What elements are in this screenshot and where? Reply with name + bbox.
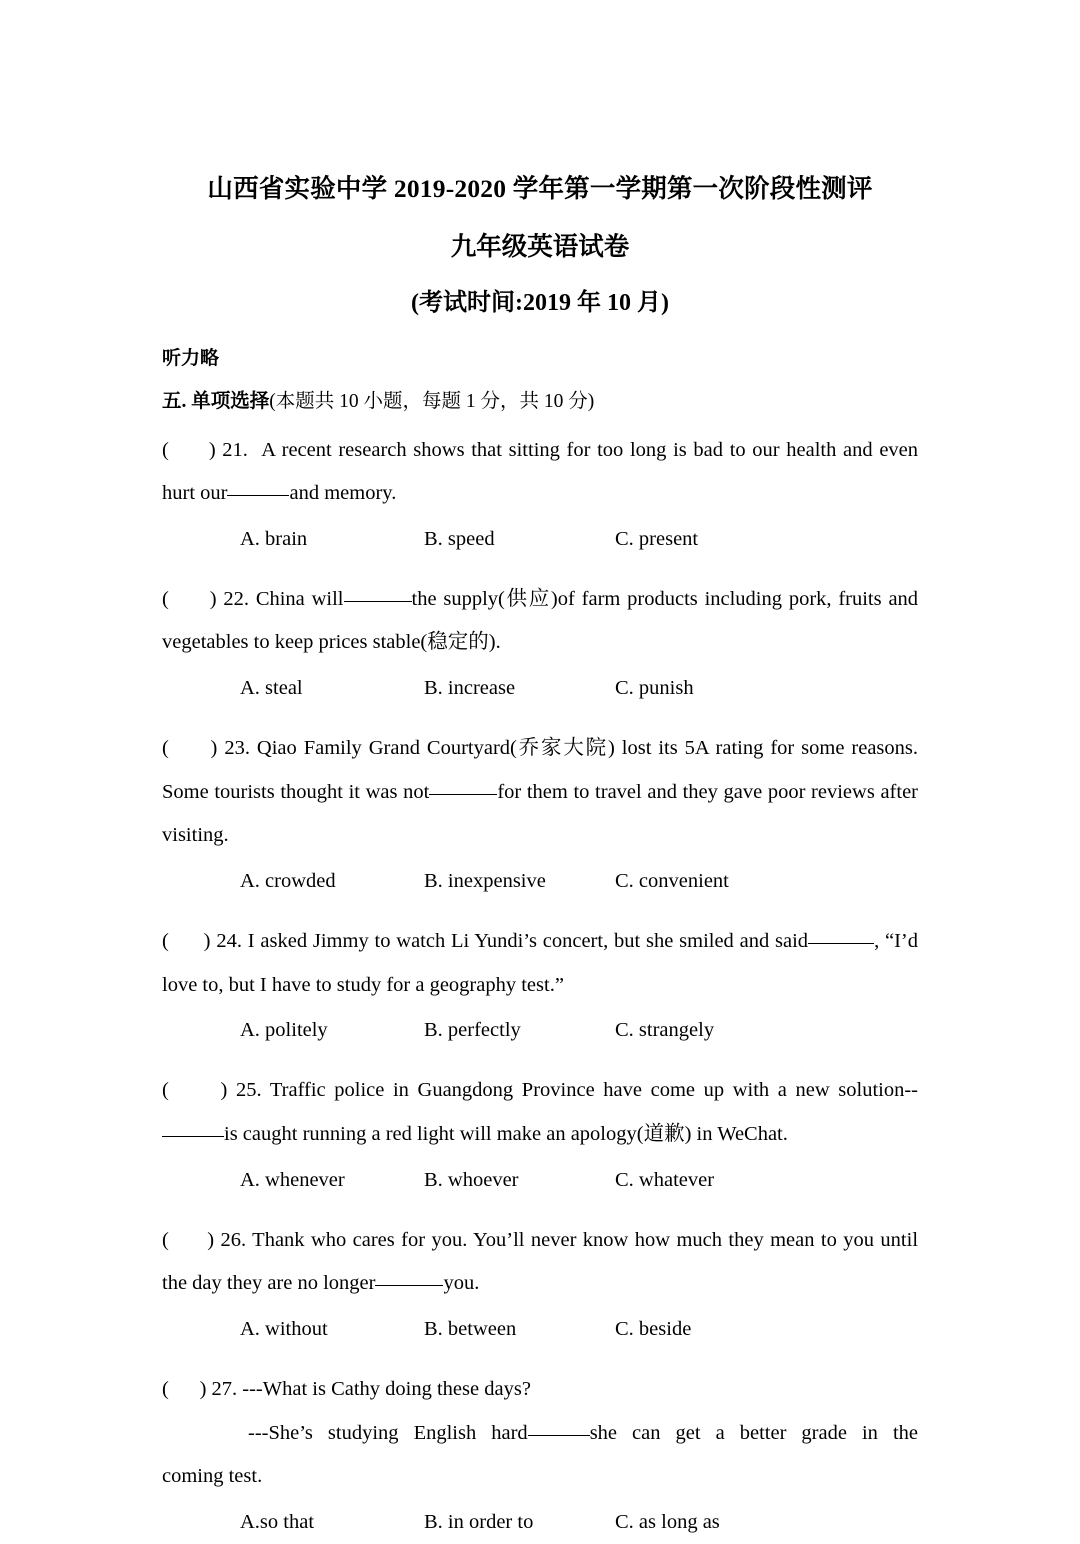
question-25-stem [162, 1069, 918, 1156]
question-24-option-a[interactable]: A. politely [240, 1019, 328, 1042]
question-27-stem-line2 [162, 1412, 918, 1456]
question-22-text-part1: China will [255, 587, 344, 610]
question-26-options [162, 1308, 918, 1351]
question-22-text-part2: the supply(供应)of farm products including pork, fruits [411, 587, 882, 610]
question-26-stem [162, 1219, 918, 1306]
question-24-option-c[interactable]: C. strangely [615, 1019, 715, 1042]
question-27-blank[interactable] [528, 1435, 590, 1436]
question-25 [162, 1069, 918, 1201]
question-27-text-part1: ---What is Cathy doing these days? [242, 1378, 531, 1401]
page-title: 山西省实验中学 2019-2020 学年第一学期第一次阶段性测评 [207, 174, 873, 203]
question-22-marker[interactable]: ( ) 22. [162, 587, 249, 610]
question-25-blank[interactable] [162, 1136, 224, 1137]
question-25-option-a[interactable]: A. whenever [240, 1168, 345, 1191]
question-24-text-part3: “I’d love to, but I have to study for a geography test.” [162, 930, 919, 996]
question-23-stem [162, 727, 918, 858]
question-22-stem [162, 578, 918, 665]
question-24 [162, 920, 918, 1052]
question-21-option-b[interactable]: B. speed [424, 527, 495, 550]
question-22 [162, 578, 918, 710]
question-26-blank[interactable] [375, 1285, 443, 1286]
question-23-blank[interactable] [429, 794, 497, 795]
question-26-text-part3: you. [443, 1272, 480, 1295]
question-23-text-part3: for them to travel and they gave poor reviews [497, 780, 875, 803]
question-22-text-part3: and vegetables to keep prices stable(稳定的). [162, 587, 919, 654]
question-21-text-part3: and memory. [289, 482, 397, 505]
question-27-text-part4: coming test. [162, 1465, 263, 1488]
question-21-text-part2: even hurt our [162, 438, 919, 505]
section-heading-detail: (本题共 10 小题，每题 1 分，共 10 分) [269, 391, 595, 412]
question-27-option-a[interactable]: A.so that [240, 1511, 315, 1533]
question-22-option-b[interactable]: B. increase [424, 677, 516, 700]
question-24-text-part1: I asked Jimmy to watch Li Yundi’s concert, but she smiled and said [247, 930, 809, 953]
question-27 [162, 1368, 918, 1544]
question-27-stem-line1 [162, 1368, 918, 1412]
question-24-option-b[interactable]: B. perfectly [424, 1019, 521, 1042]
question-23-option-c[interactable]: C. convenient [615, 870, 729, 893]
question-22-option-c[interactable]: C. punish [615, 677, 694, 700]
section-heading-label: 五. 单项选择 [162, 391, 270, 412]
question-23 [162, 727, 918, 903]
question-24-stem [162, 920, 918, 1007]
question-26-option-a[interactable]: A. without [240, 1318, 328, 1341]
question-25-option-c[interactable]: C. whatever [615, 1168, 715, 1191]
question-23-text-part4: after visiting. [162, 780, 918, 847]
question-27-text-part2: ---She’s studying English hard [248, 1421, 528, 1444]
question-25-options [162, 1159, 918, 1202]
question-21-options [162, 518, 918, 561]
question-27-option-c[interactable]: C. as long as [615, 1511, 720, 1533]
question-27-marker[interactable]: ( ) 27. [162, 1378, 238, 1401]
question-26-option-c[interactable]: C. beside [615, 1318, 692, 1341]
question-23-text-part2: Some tourists thought it was not [162, 780, 430, 803]
question-22-option-a[interactable]: A. steal [240, 677, 303, 700]
page-content [162, 0, 918, 1544]
listening-section-note: 听力略 [162, 348, 220, 369]
question-25-text-part2: is caught running a red light will make an apology(道歉) in WeChat. [224, 1123, 788, 1146]
question-24-marker[interactable]: ( ) 24. [162, 930, 242, 953]
question-24-options [162, 1009, 918, 1052]
question-21-option-a[interactable]: A. brain [240, 527, 308, 550]
question-26-marker[interactable]: ( ) 26. [162, 1228, 247, 1251]
question-23-text-part1: Qiao Family Grand Courtyard(乔家大院) lost its 5A rating for some reasons. [256, 737, 919, 760]
question-23-options [162, 860, 918, 903]
question-25-option-b[interactable]: B. whoever [424, 1168, 519, 1191]
section-heading [162, 392, 918, 412]
question-27-stem-line3 [162, 1455, 918, 1499]
question-23-option-a[interactable]: A. crowded [240, 870, 336, 893]
question-21-stem [162, 429, 918, 516]
question-26-option-b[interactable]: B. between [424, 1318, 517, 1341]
question-21-blank[interactable] [227, 495, 289, 496]
page-subtitle: 九年级英语试卷 [450, 231, 630, 261]
question-21-marker[interactable]: ( ) 21. [162, 438, 248, 461]
exam-time-line: (考试时间:2019 年 10 月) [411, 290, 669, 316]
question-21-text-part1: A recent research shows that sitting for too long is bad to our health and [261, 438, 873, 461]
question-21-option-c[interactable]: C. present [615, 527, 699, 550]
title-block [162, 0, 918, 315]
question-24-blank[interactable] [808, 943, 874, 944]
question-27-options [162, 1501, 918, 1544]
question-27-text-part3: she can get a better grade in the [589, 1421, 918, 1444]
question-25-marker[interactable]: ( ) 25. [162, 1079, 262, 1102]
question-27-option-b[interactable]: B. in order to [424, 1511, 534, 1533]
question-21 [162, 429, 918, 561]
question-26-text-part1: Thank who cares for you. You’ll never know how much they mean to you [252, 1228, 875, 1251]
question-25-text-part1: Traffic police in Guangdong Province have come up with a new solution-- [269, 1079, 918, 1102]
question-23-option-b[interactable]: B. inexpensive [424, 870, 546, 893]
question-26-text-part2: until the day they are no longer [162, 1228, 919, 1295]
question-24-text-part2: , [874, 930, 880, 953]
question-23-marker[interactable]: ( ) 23. [162, 737, 250, 760]
question-22-blank[interactable] [344, 601, 412, 602]
question-26 [162, 1219, 918, 1351]
question-22-options [162, 667, 918, 710]
